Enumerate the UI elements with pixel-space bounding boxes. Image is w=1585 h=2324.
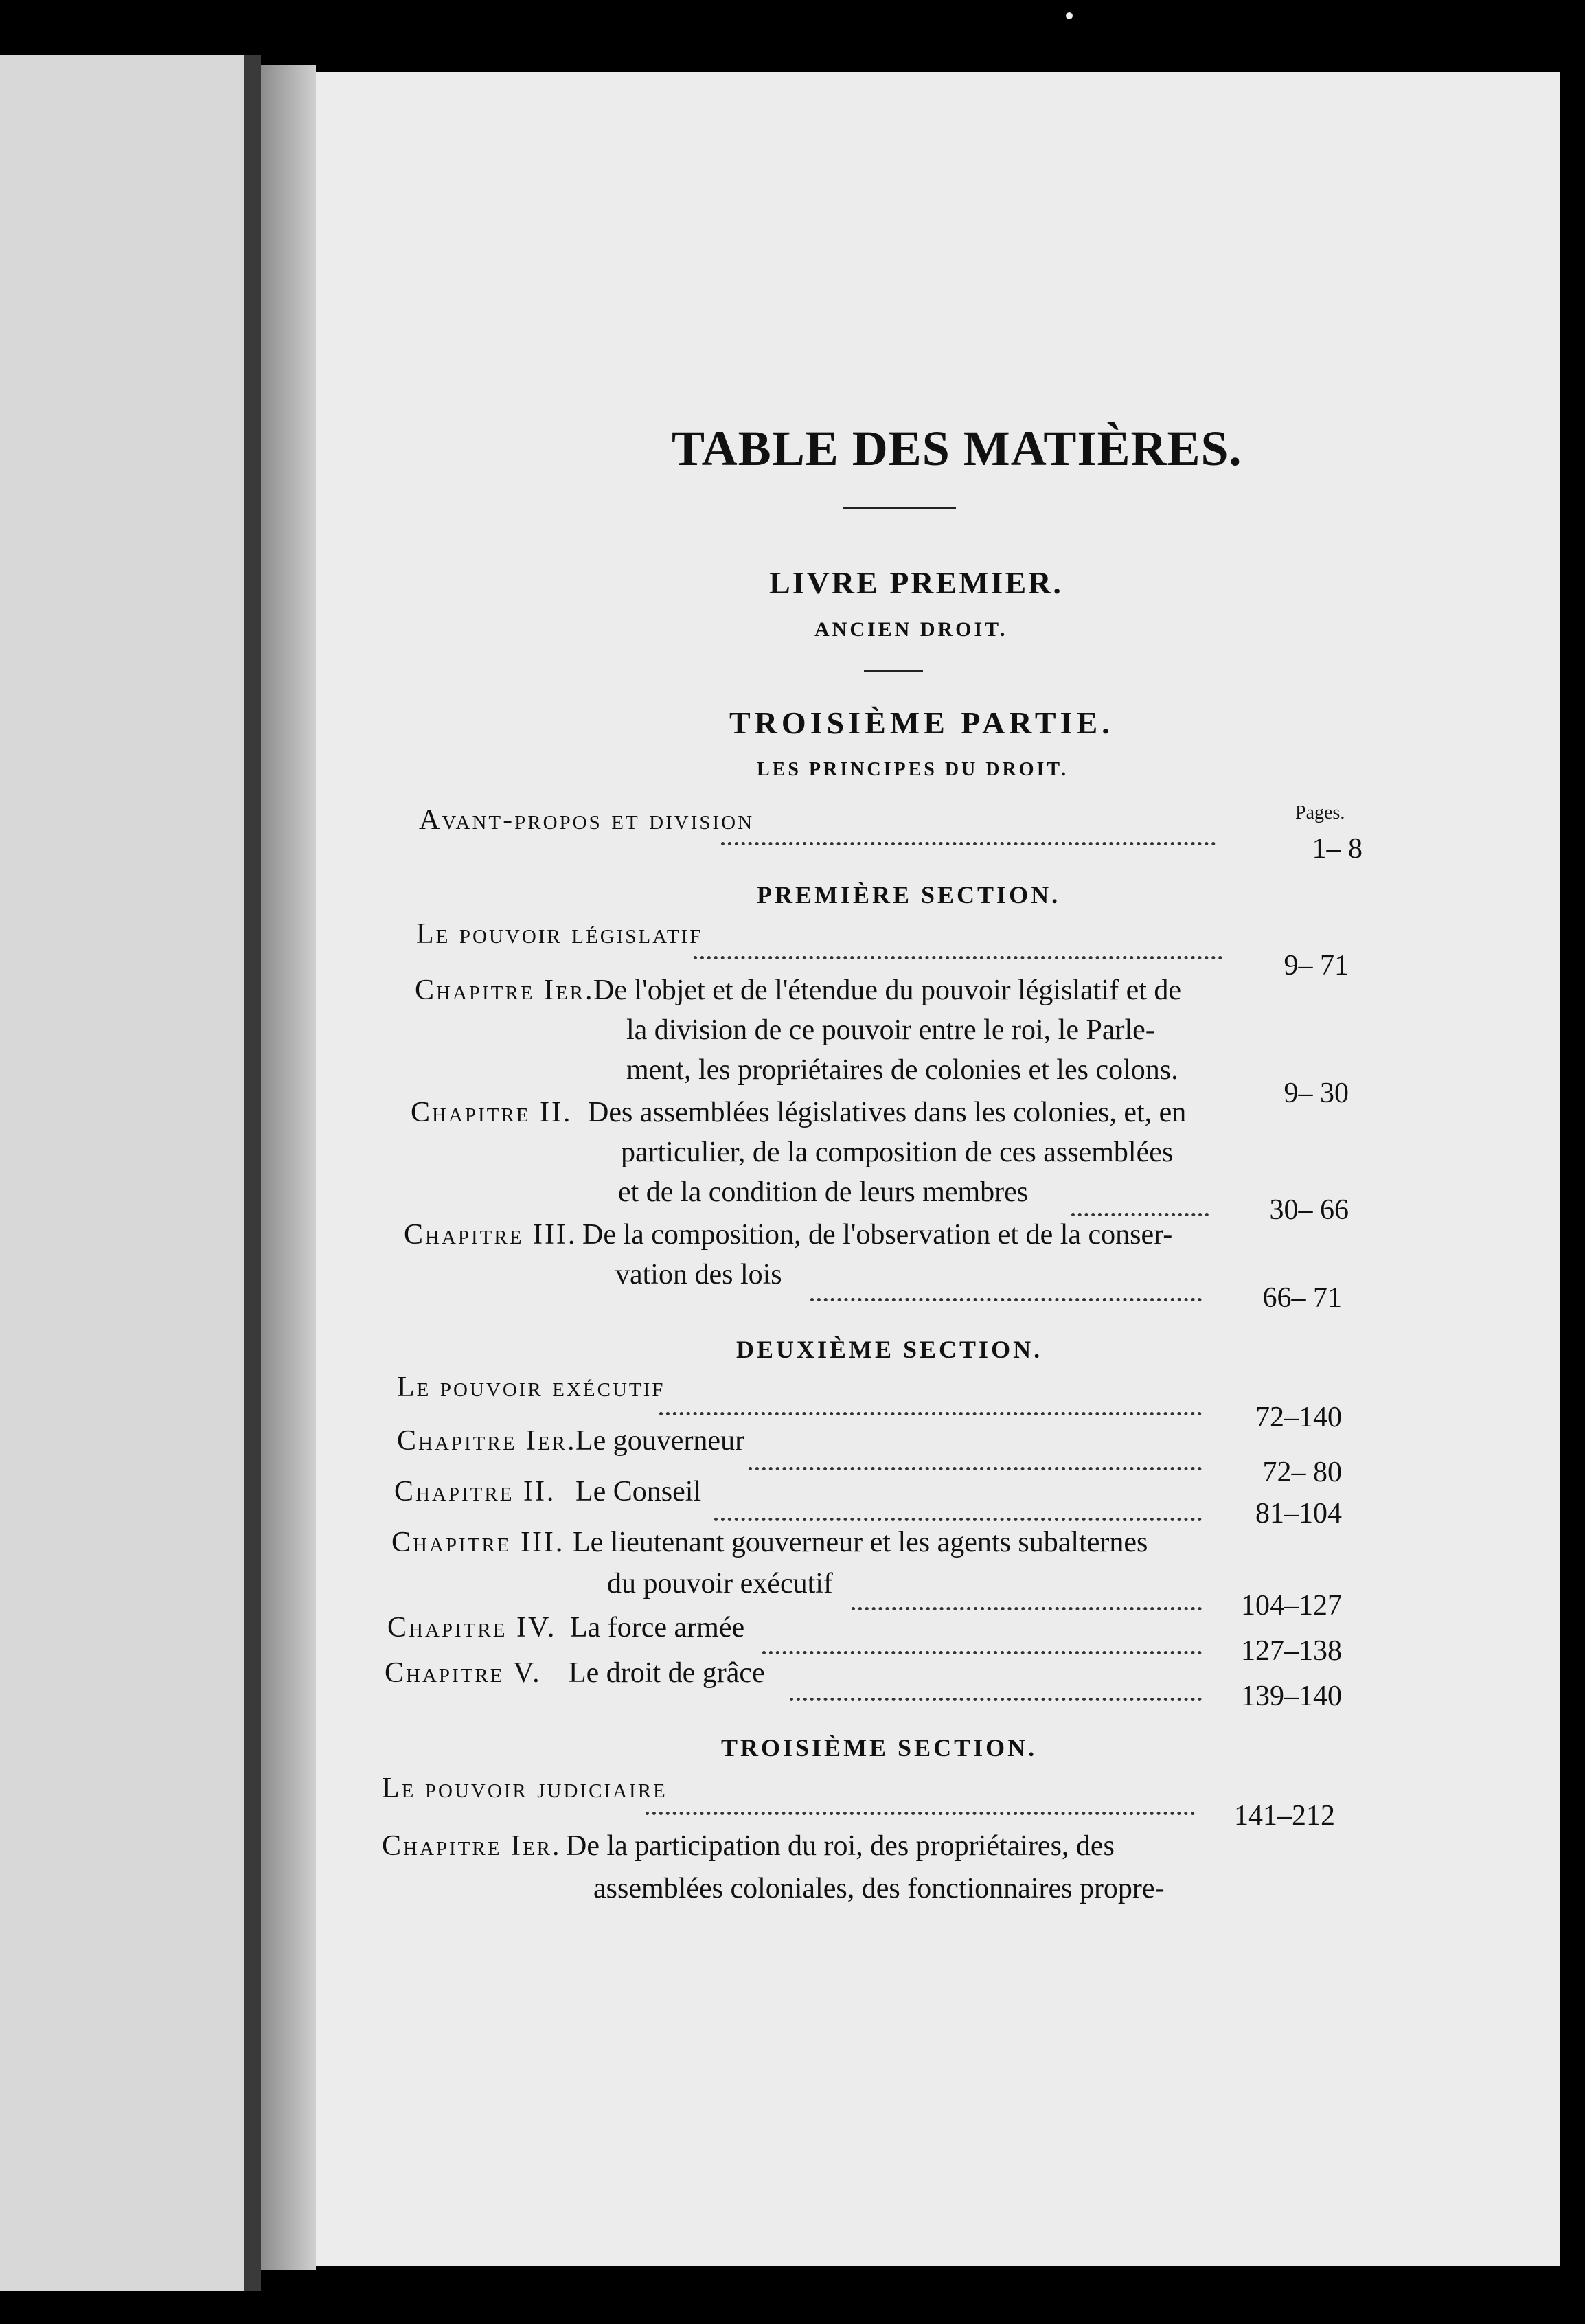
chapter-pages: 81–104: [1255, 1498, 1342, 1529]
page-gutter: [244, 55, 261, 2291]
chapter-label: Chapitre III.: [391, 1527, 565, 1558]
chapter-text: Le Conseil: [575, 1476, 702, 1507]
chapter-text: Des assemblées législatives dans les colonies, et, en: [588, 1097, 1187, 1128]
scan-speck: [1066, 12, 1073, 19]
dot-leader: [646, 1812, 1195, 1815]
chapter-text: ment, les propriétaires de colonies et les colons.: [626, 1054, 1178, 1086]
section-1-title: Le pouvoir législatif: [416, 918, 703, 950]
chapter-text: Le droit de grâce: [569, 1657, 765, 1689]
chapter-text: du pouvoir exécutif: [607, 1568, 833, 1599]
chapter-pages: 30– 66: [1269, 1194, 1349, 1226]
section-2-title-pages: 72–140: [1255, 1402, 1342, 1433]
chapter-pages: 104–127: [1241, 1590, 1342, 1621]
chapter-pages: 139–140: [1241, 1681, 1342, 1712]
chapter-text: De la participation du roi, des propriétaires, des: [566, 1830, 1115, 1862]
section-3-heading: TROISIÈME SECTION.: [721, 1734, 1038, 1762]
pages-column-label: Pages.: [1295, 802, 1345, 823]
gutter-shadow: [261, 65, 316, 2270]
dot-leader: [810, 1298, 1202, 1301]
chapter-text: Le gouverneur: [575, 1425, 745, 1457]
section-1-heading: PREMIÈRE SECTION.: [757, 881, 1061, 909]
dot-leader: [714, 1518, 1202, 1521]
chapter-text: vation des lois: [615, 1259, 782, 1290]
part-heading: TROISIÈME PARTIE.: [729, 705, 1114, 740]
section-2-title: Le pouvoir exécutif: [397, 1371, 665, 1403]
toc-avant-propos-pages: 1– 8: [1312, 833, 1362, 865]
title-ornament: [843, 507, 956, 509]
section-3-title: Le pouvoir judiciaire: [382, 1773, 668, 1804]
dot-leader: [659, 1412, 1202, 1415]
toc-avant-propos-label: Avant-propos et division: [419, 804, 755, 836]
dot-leader: [762, 1651, 1202, 1654]
section-2-heading: DEUXIÈME SECTION.: [736, 1336, 1043, 1363]
facing-page: [0, 55, 244, 2291]
book-subheading: ANCIEN DROIT.: [814, 618, 1008, 641]
chapter-label: Chapitre III.: [404, 1219, 578, 1251]
book-page: [316, 72, 1560, 2266]
chapter-label: Chapitre II.: [411, 1097, 573, 1128]
dot-leader: [1071, 1213, 1209, 1216]
book-rule: [864, 670, 923, 672]
chapter-text: la division de ce pouvoir entre le roi, le Parle-: [626, 1014, 1155, 1046]
book-heading: LIVRE PREMIER.: [769, 565, 1063, 600]
chapter-pages: 9– 30: [1284, 1078, 1349, 1109]
chapter-pages: 66– 71: [1262, 1282, 1342, 1314]
chapter-label: Chapitre II.: [394, 1476, 556, 1507]
chapter-text: assemblées coloniales, des fonctionnaires propre-: [593, 1873, 1165, 1904]
chapter-text: et de la condition de leurs membres: [618, 1176, 1029, 1208]
section-1-title-pages: 9– 71: [1284, 950, 1349, 981]
dot-leader: [694, 956, 1222, 959]
dot-leader: [749, 1467, 1202, 1470]
chapter-label: Chapitre IV.: [387, 1612, 557, 1643]
chapter-label: Chapitre Ier.: [415, 975, 595, 1006]
chapter-text: La force armée: [570, 1612, 745, 1643]
section-3-title-pages: 141–212: [1234, 1800, 1335, 1832]
chapter-label: Chapitre V.: [385, 1657, 542, 1689]
part-subheading: LES PRINCIPES DU DROIT.: [757, 759, 1069, 780]
dot-leader: [790, 1698, 1202, 1701]
dot-leader: [721, 842, 1216, 845]
chapter-label: Chapitre Ier.: [397, 1425, 577, 1457]
chapter-text: De l'objet et de l'étendue du pouvoir législatif et de: [593, 975, 1182, 1006]
chapter-pages: 72– 80: [1262, 1457, 1342, 1488]
chapter-text: particulier, de la composition de ces assemblées: [621, 1137, 1174, 1168]
chapter-text: De la composition, de l'observation et de la conser-: [582, 1219, 1173, 1251]
chapter-text: Le lieutenant gouverneur et les agents subalternes: [573, 1527, 1148, 1558]
chapter-label: Chapitre Ier.: [382, 1830, 562, 1862]
dot-leader: [852, 1607, 1202, 1610]
page-title: TABLE DES MATIÈRES.: [672, 421, 1242, 476]
chapter-pages: 127–138: [1241, 1635, 1342, 1667]
